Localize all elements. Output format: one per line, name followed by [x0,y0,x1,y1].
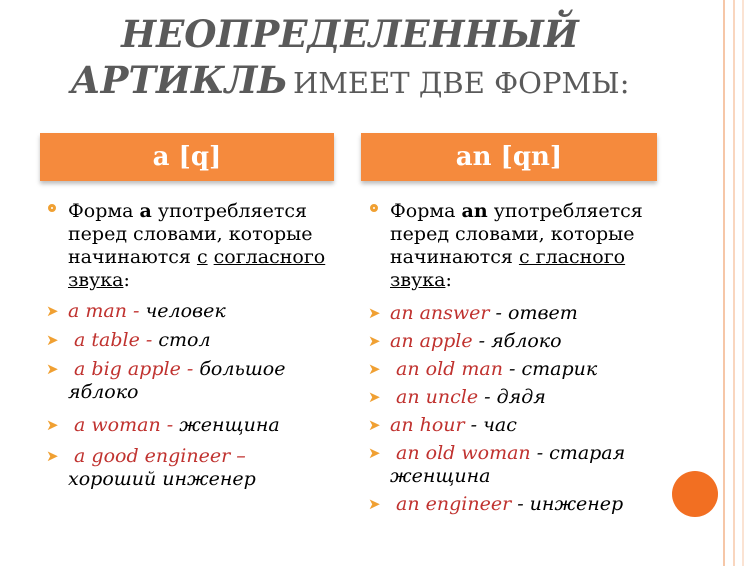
item-russian: хороший инженер [68,468,256,490]
intro-text: Форма [68,200,140,222]
list-item [46,358,338,404]
item-english: an engineer [396,493,512,515]
arrow-bullet-icon: ➤ [46,447,59,465]
intro-underline: согласного звука [68,246,326,291]
item-russian: - ответ [489,302,578,324]
decor-stripe [723,0,725,566]
item-russian: - яблоко [472,330,562,352]
item-english: an hour [390,414,465,436]
decor-circle [672,471,718,517]
right-header [361,133,657,181]
list-item [368,330,660,353]
circle-bullet-icon [370,204,378,212]
right-header-label: an [qn] [455,142,563,172]
arrow-bullet-icon: ➤ [368,332,381,350]
arrow-bullet-icon: ➤ [46,360,59,378]
item-english: a man - [68,300,140,322]
item-russian: большое яблоко [68,358,286,403]
arrow-bullet-icon: ➤ [368,495,381,513]
left-header [40,133,334,181]
right-column [368,200,660,516]
page-title-line2 [0,58,700,102]
item-russian: - час [464,414,517,436]
item-english: a big apple - [74,358,194,380]
intro-end: : [445,269,452,291]
list-item [368,358,660,381]
circle-bullet-icon [48,204,56,212]
title-rest: ИМЕЕТ ДВЕ ФОРМЫ: [292,66,630,100]
arrow-bullet-icon: ➤ [368,360,381,378]
item-russian: - дядя [478,386,546,408]
intro-text: употребляется перед словами, которые начинаются [390,200,643,268]
intro-text: Форма [390,200,462,222]
list-item [368,493,660,516]
title-line1: НЕОПРЕДЕЛЕННЫЙ [121,12,579,56]
arrow-bullet-icon: ➤ [46,416,59,434]
page-title [0,12,700,56]
intro-article: a [139,200,152,222]
item-russian: стол [152,329,211,351]
item-english: an answer [390,302,490,324]
right-intro [390,200,660,292]
list-item [368,414,660,437]
list-item [46,300,338,323]
decor-stripe [742,0,744,566]
item-russian: - старик [502,358,598,380]
item-russian: женщина [173,414,280,436]
decor-stripe [733,0,735,566]
intro-text: употребляется перед словами, которые начинаются [68,200,313,268]
item-english: an old man [396,358,503,380]
intro-article: an [461,200,488,222]
list-item [46,414,338,437]
arrow-bullet-icon: ➤ [368,416,381,434]
arrow-bullet-icon: ➤ [46,331,59,349]
item-english: a woman - [74,414,174,436]
item-english: an uncle [396,386,479,408]
list-item [368,302,660,325]
item-english: an old woman [396,442,531,464]
list-item [46,329,338,352]
item-russian: - старая женщина [390,442,626,487]
arrow-bullet-icon: ➤ [368,388,381,406]
left-header-label: a [q] [152,142,222,172]
arrow-bullet-icon: ➤ [368,304,381,322]
arrow-bullet-icon: ➤ [368,444,381,462]
intro-underline: с [196,246,208,268]
title-bold-word: АРТИКЛЬ [70,58,288,102]
intro-underline: звука [390,269,446,291]
list-item [368,442,660,488]
list-item [46,445,338,491]
left-column [46,200,338,491]
intro-underline: с гласного [518,246,626,268]
item-english: an apple [390,330,473,352]
item-russian: человек [139,300,226,322]
item-english: a table - [74,329,153,351]
left-intro [68,200,338,292]
item-english: a good engineer – [74,445,246,467]
arrow-bullet-icon: ➤ [46,302,59,320]
intro-end: : [123,269,130,291]
item-russian: - инженер [511,493,624,515]
list-item [368,386,660,409]
